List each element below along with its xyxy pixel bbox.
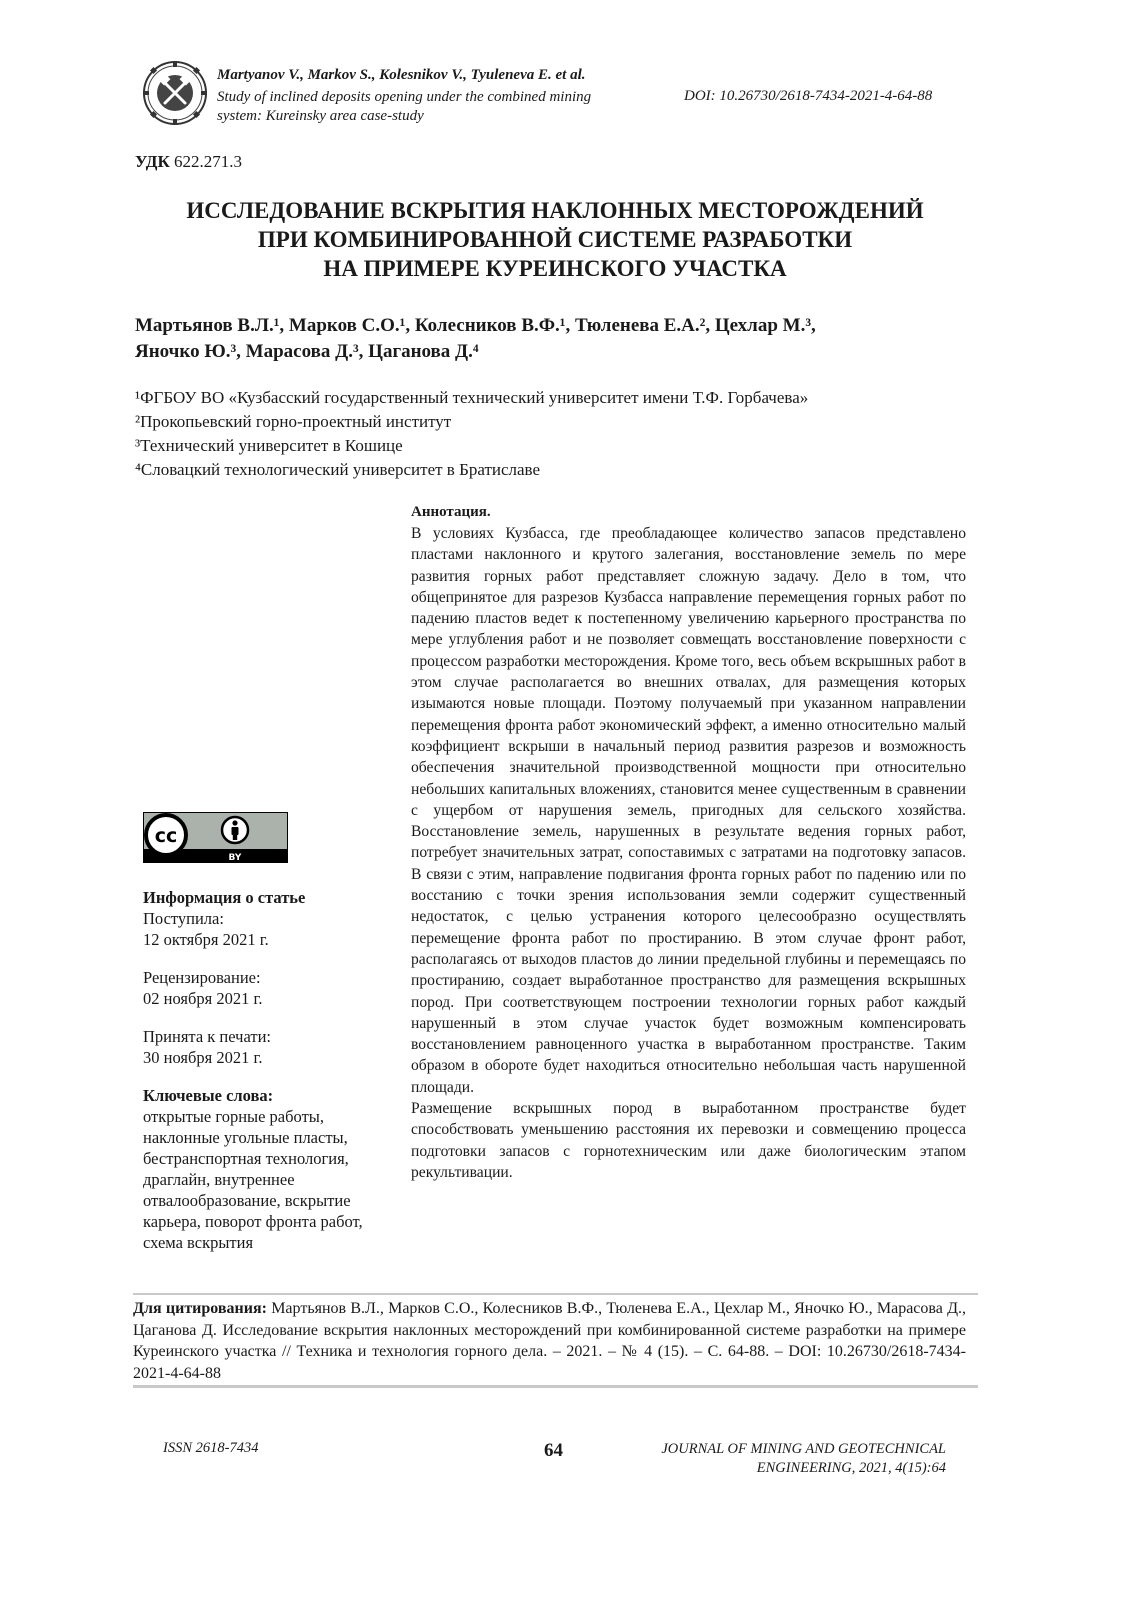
- cc-label: cc: [154, 825, 178, 847]
- creative-commons-by-icon: [143, 812, 288, 863]
- accepted-label: Принята к печати:: [143, 1027, 271, 1046]
- received-date: 12 октября 2021 г.: [143, 930, 269, 949]
- affiliation-2: ²Прокопьевский горно-проектный институт: [135, 412, 452, 431]
- review-date: 02 ноября 2021 г.: [143, 989, 263, 1008]
- received-label: Поступила:: [143, 909, 224, 928]
- udk-label: УДК: [135, 152, 170, 171]
- affiliations: [135, 386, 985, 482]
- header-authors: Martyanov V., Markov S., Kolesnikov V., Tyuleneva E. et al.: [217, 67, 586, 83]
- university-seal-icon: [142, 60, 208, 126]
- author-list-line1: Мартьянов В.Л.¹, Марков С.О.¹, Колесников В.Ф.¹, Тюленева Е.А.², Цехлар М.³,: [135, 315, 816, 336]
- affiliation-3: ³Технический университет в Кошице: [135, 436, 403, 455]
- accepted-block: [143, 1026, 388, 1068]
- article-info: [143, 887, 388, 1253]
- author-list-line2: Яночко Ю.³, Марасова Д.³, Цаганова Д.⁴: [135, 341, 479, 362]
- footer-journal: [600, 1440, 946, 1478]
- citation-top-rule: [133, 1293, 978, 1295]
- page-number: 64: [544, 1440, 563, 1461]
- keywords-heading: Ключевые слова:: [143, 1086, 274, 1105]
- review-label: Рецензирование:: [143, 968, 261, 987]
- author-list: [135, 313, 965, 365]
- accepted-date: 30 ноября 2021 г.: [143, 1048, 263, 1067]
- article-title-line1: ИССЛЕДОВАНИЕ ВСКРЫТИЯ НАКЛОННЫХ МЕСТОРОЖДЕНИЙ: [186, 198, 924, 223]
- header-article-title: [217, 88, 657, 126]
- header-title-line2: system: Kureinsky area case-study: [217, 108, 424, 124]
- citation-label: Для цитирования:: [133, 1300, 267, 1317]
- keywords-text: открытые горные работы, наклонные угольные пласты, бестранспортная технология, драглайн, внутреннее отвалообразование, вскрытие карьера, поворот фронта работ, схема вскрытия: [143, 1107, 363, 1252]
- udk-line: [135, 152, 242, 172]
- footer-journal-line2: ENGINEERING, 2021, 4(15):64: [756, 1460, 946, 1476]
- affiliation-4: ⁴Словацкий технологический университет в Братиславе: [135, 460, 541, 479]
- annotation-text: [411, 523, 966, 1183]
- udk-value: 622.271.3: [174, 152, 243, 171]
- article-info-heading: Информация о статье: [143, 888, 306, 907]
- header-doi: DOI: 10.26730/2618-7434-2021-4-64-88: [684, 88, 933, 104]
- footer-issn: ISSN 2618-7434: [163, 1440, 259, 1456]
- affiliation-1: ¹ФГБОУ ВО «Кузбасский государственный технический университет имени Т.Ф. Горбачева»: [135, 388, 809, 407]
- annotation-paragraph: Размещение вскрышных пород в выработанном пространстве будет способствовать уменьшению расстояния их перевозки и совмещению процесса подготовки запасов с горнотехническим или даже биологическим этапом рекультивации.: [411, 1100, 966, 1181]
- article-title: [120, 196, 990, 283]
- annotation-heading: Аннотация.: [411, 504, 491, 520]
- citation-bottom-rule: [133, 1385, 978, 1388]
- received-block: [143, 908, 388, 950]
- review-block: [143, 967, 388, 1009]
- citation-block: [133, 1298, 966, 1384]
- citation-text: Мартьянов В.Л., Марков С.О., Колесников В.Ф., Тюленева Е.А., Цехлар М., Яночко Ю., Марасова Д., Цаганова Д. Исследование вскрытия наклонных месторождений при комбинированной системе разработки на примере Куреинского участка // Техника и технология горного дела. – 2021. – № 4 (15). – С. 64-88. – DOI: 10.26730/2618-7434-2021-4-64-88: [133, 1300, 967, 1382]
- article-title-line3: НА ПРИМЕРЕ КУРЕИНСКОГО УЧАСТКА: [323, 256, 787, 281]
- annotation-paragraph: В условиях Кузбасса, где преобладающее количество запасов представлено пластами наклонного и крутого залегания, восстановление земель по мере развития горных работ представляет сложную задачу. Дело в том, что общепринятое для разрезов Кузбасса направление перемещения горных работ по падению пластов ведет к постепенному увеличению карьерного пространства по мере углубления работ и не позволяет совмещать восстановление поверхности с процессом разработки месторождения. Кроме того, весь объем вскрышных работ в этом случае располагается во внешних отвалах, для размещения которых изымаются новые площади. Поэтому получаемый при указанном направлении перемещения фронта работ экономический эффект, а именно относительно малый коэффициент вскрыши в начальный период развития разрезов и возможность обеспечения значительной производственной мощности при относительно небольших капитальных вложениях, становится менее существенным в сравнении с ущербом от нарушения земель, пригодных для сельского хозяйства. Восстановление земель, нарушенных в результате ведения горных работ, потребует значительных затрат, сопоставимых с затратами на подготовку запасов. В связи с этим, направление подвигания фронта горных работ по падению или по восстанию с точки зрения использования земли содержит существенный недостаток, с целью устранения которого целесообразно осуществлять перемещение фронта работ по простиранию. В этом случае фронт работ, располагаясь от выходов пластов до линии предельной глубины и перемещаясь по простиранию, создает выработанное пространство для размещения вскрышных пород. При соответствующем построении технологии горных работ каждый нарушенный в этом случае участок будет возможным компенсировать восстановлением равноценного участка в выработанном пространстве. Таким образом в обороте будет находиться относительно небольшая часть нарушенной площади.: [411, 525, 966, 1096]
- by-label: BY: [228, 853, 242, 863]
- footer-journal-line1: JOURNAL OF MINING AND GEOTECHNICAL: [661, 1441, 946, 1457]
- article-title-line2: ПРИ КОМБИНИРОВАННОЙ СИСТЕМЕ РАЗРАБОТКИ: [257, 227, 853, 252]
- header-title-line1: Study of inclined deposits opening under the combined mining: [217, 89, 592, 105]
